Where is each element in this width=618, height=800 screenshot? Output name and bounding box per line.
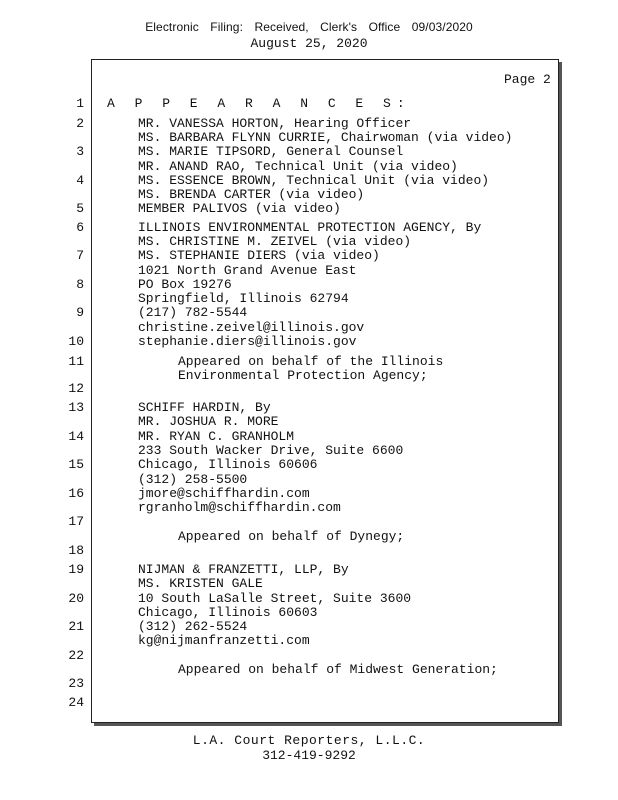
transcript-line: (217) 782-5544	[138, 305, 248, 320]
line-number: 6	[76, 220, 84, 235]
reporter-name: L.A. Court Reporters, L.L.C.	[192, 733, 426, 748]
line-number: 11	[68, 354, 84, 369]
transcript-line: PO Box 19276	[138, 277, 232, 292]
transcript-line: christine.zeivel@illinois.gov	[138, 320, 365, 335]
transcript-line: MS. STEPHANIE DIERS (via video)	[138, 248, 380, 263]
line-number: 24	[68, 695, 84, 710]
transcript-line: (312) 258-5500	[138, 472, 248, 487]
transcript-line: MS. ESSENCE BROWN, Technical Unit (via video)	[138, 173, 490, 188]
transcript-line: Springfield, Illinois 62794	[138, 291, 349, 306]
transcript-line: MEMBER PALIVOS (via video)	[138, 201, 341, 216]
line-number: 10	[68, 334, 84, 349]
transcript-line: jmore@schiffhardin.com	[138, 486, 310, 501]
line-number: 4	[76, 173, 84, 188]
transcript-line: 1021 North Grand Avenue East	[138, 263, 357, 278]
filing-stamp: Electronic Filing: Received, Clerk's Office 09/03/2020	[145, 20, 473, 34]
line-number: 2	[76, 116, 84, 131]
line-number: 21	[68, 619, 84, 634]
line-number: 14	[68, 429, 84, 444]
transcript-line: (312) 262-5524	[138, 619, 248, 634]
transcript-line: MR. JOSHUA R. MORE	[138, 414, 279, 429]
transcript-line: MS. CHRISTINE M. ZEIVEL (via video)	[138, 234, 412, 249]
transcript-line: Appeared on behalf of Dynegy;	[178, 529, 405, 544]
reporter-phone: 312-419-9292	[262, 748, 356, 763]
line-number: 5	[76, 201, 84, 216]
line-number: 1	[76, 96, 84, 111]
transcript-line: Chicago, Illinois 60603	[138, 605, 318, 620]
page-number: Page 2	[504, 72, 551, 87]
transcript-line: Appeared on behalf of the Illinois	[178, 354, 444, 369]
transcript-line: 233 South Wacker Drive, Suite 6600	[138, 443, 404, 458]
transcript-line: Appeared on behalf of Midwest Generation;	[178, 662, 498, 677]
line-number: 12	[68, 381, 84, 396]
appearances-heading: A P P E A R A N C E S:	[107, 96, 411, 111]
line-number: 8	[76, 277, 84, 292]
transcript-line: MS. KRISTEN GALE	[138, 576, 263, 591]
transcript-line: MR. RYAN C. GRANHOLM	[138, 429, 295, 444]
line-number: 18	[68, 543, 84, 558]
transcript-line: MS. BRENDA CARTER (via video)	[138, 187, 365, 202]
transcript-date: August 25, 2020	[250, 36, 368, 51]
transcript-line: SCHIFF HARDIN, By	[138, 400, 271, 415]
line-number: 13	[68, 400, 84, 415]
line-number: 9	[76, 305, 84, 320]
transcript-line: stephanie.diers@illinois.gov	[138, 334, 357, 349]
transcript-line: Chicago, Illinois 60606	[138, 457, 318, 472]
line-number: 22	[68, 648, 84, 663]
transcript-line: Environmental Protection Agency;	[178, 368, 428, 383]
transcript-line: rgranholm@schiffhardin.com	[138, 500, 341, 515]
transcript-line: kg@nijmanfranzetti.com	[138, 633, 310, 648]
line-number: 15	[68, 457, 84, 472]
transcript-line: NIJMAN & FRANZETTI, LLP, By	[138, 562, 349, 577]
line-number: 3	[76, 144, 84, 159]
line-number: 16	[68, 486, 84, 501]
transcript-line: MS. BARBARA FLYNN CURRIE, Chairwoman (via video)	[138, 130, 513, 145]
line-number: 20	[68, 591, 84, 606]
line-number: 17	[68, 514, 84, 529]
transcript-line: MR. ANAND RAO, Technical Unit (via video)	[138, 159, 458, 174]
line-number: 7	[76, 248, 84, 263]
transcript-line: 10 South LaSalle Street, Suite 3600	[138, 591, 412, 606]
transcript-line: MR. VANESSA HORTON, Hearing Officer	[138, 116, 412, 131]
line-number: 19	[68, 562, 84, 577]
transcript-line: ILLINOIS ENVIRONMENTAL PROTECTION AGENCY, By	[138, 220, 482, 235]
transcript-line: MS. MARIE TIPSORD, General Counsel	[138, 144, 404, 159]
line-number: 23	[68, 676, 84, 691]
